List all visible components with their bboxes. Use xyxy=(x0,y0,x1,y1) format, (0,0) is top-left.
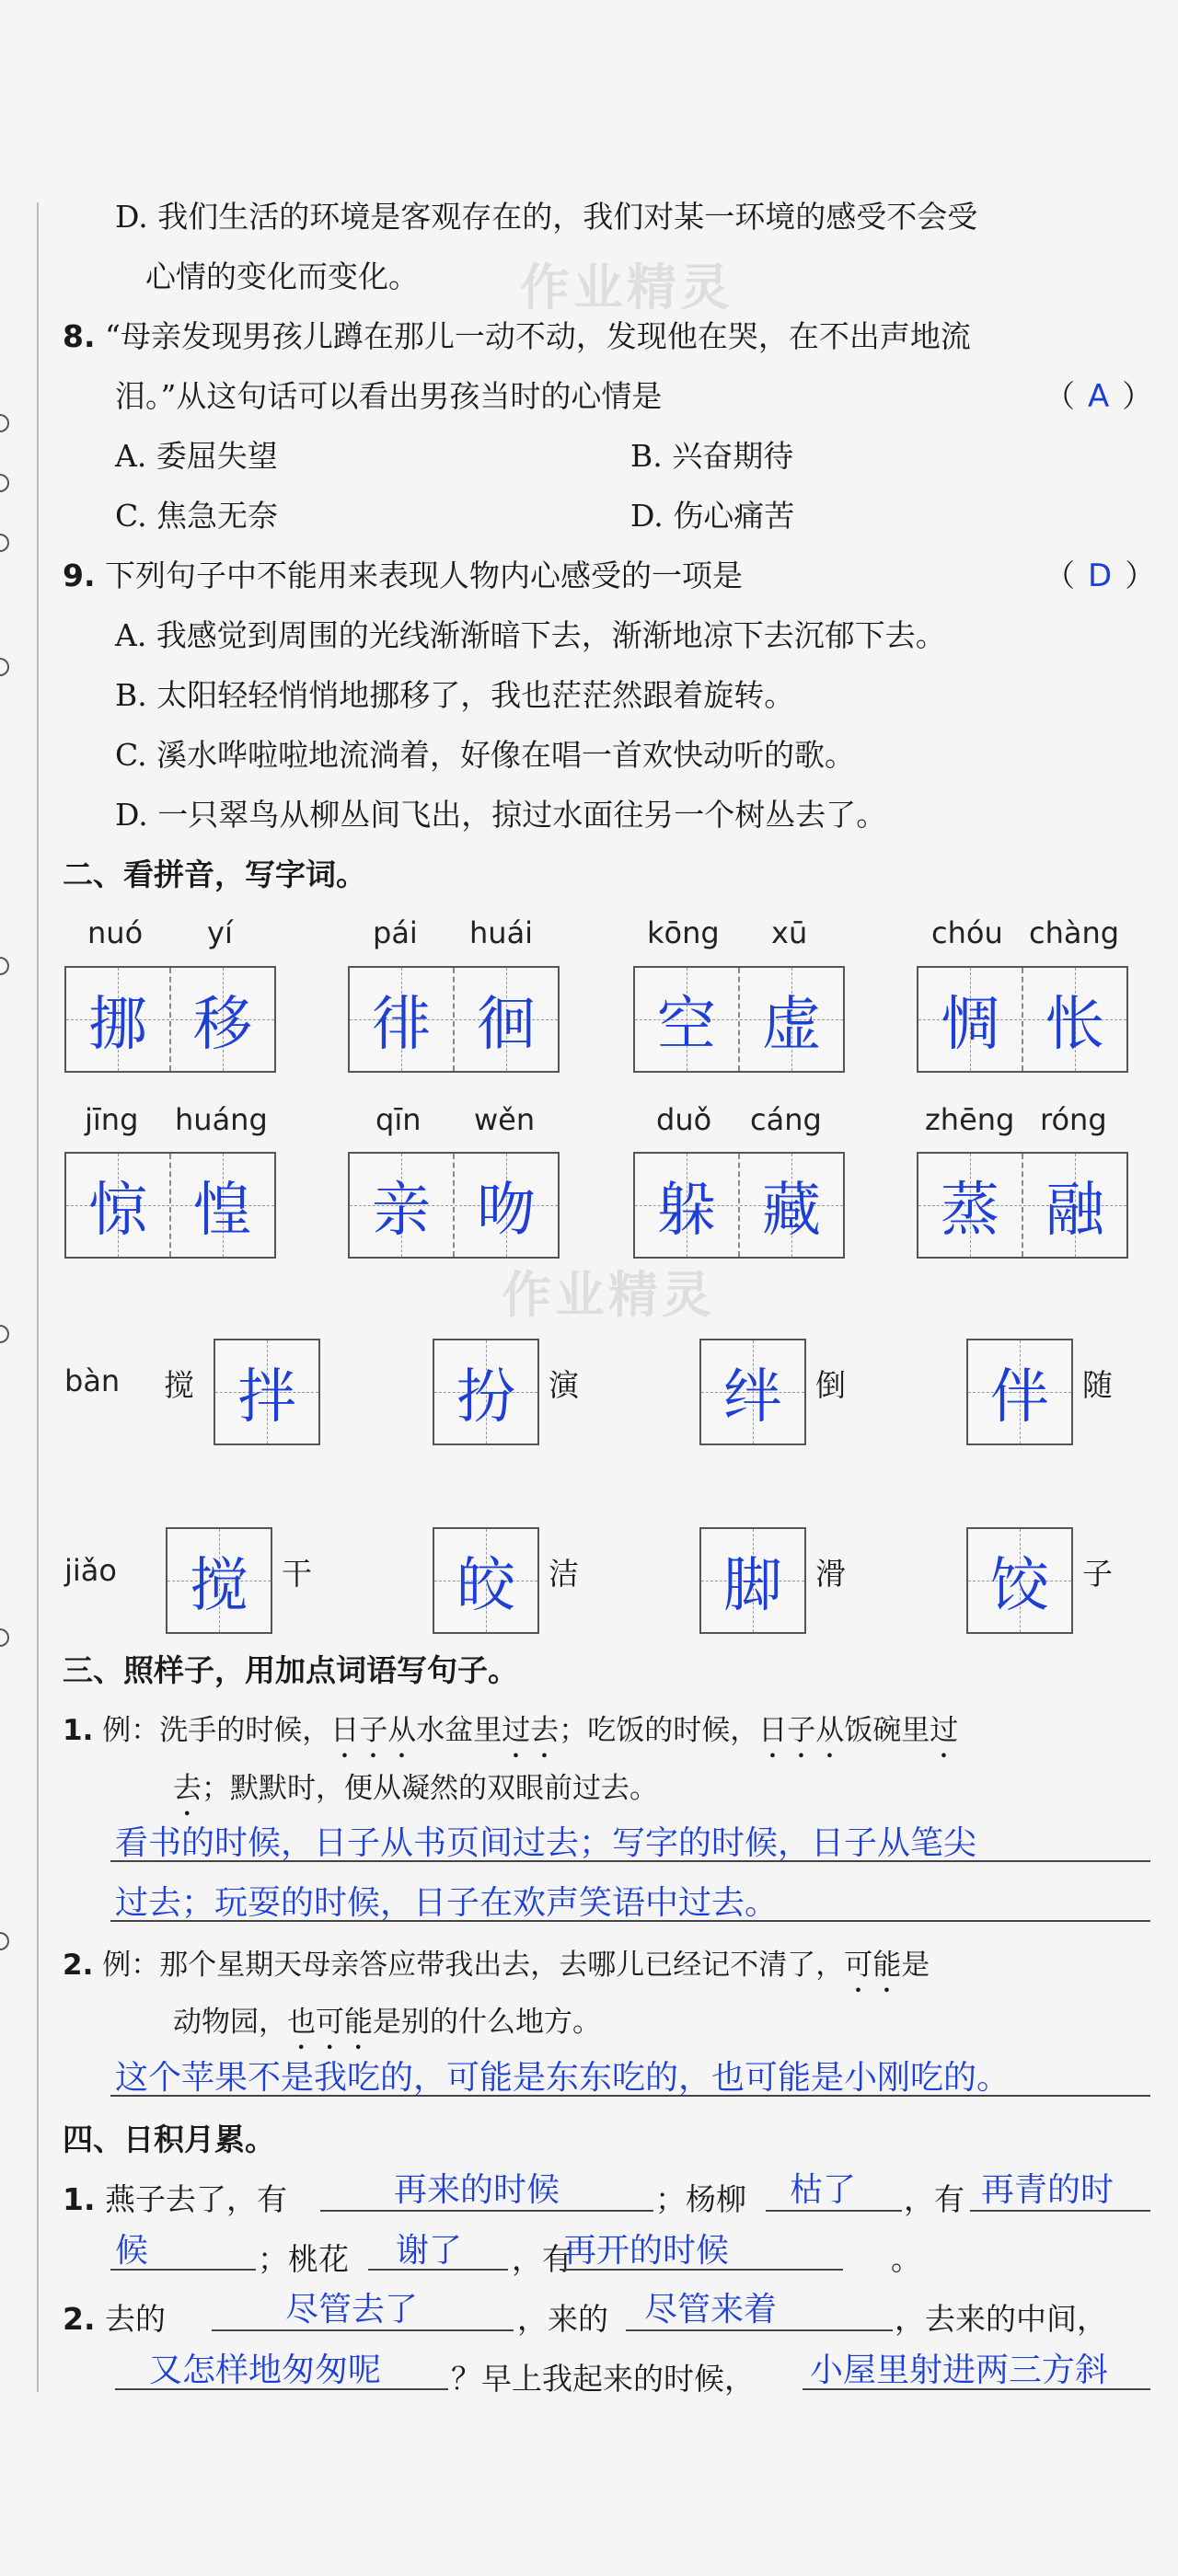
section-2-title: 二、看拼音，写字词。 xyxy=(63,857,366,892)
q9-option-a: A. 我感觉到周围的光线渐渐暗下去，渐渐地凉下去沉郁下去。 xyxy=(115,617,946,653)
answer-char: 扮 xyxy=(456,1363,515,1432)
q8-answer-paren: （ A ） xyxy=(1045,378,1153,415)
char-grid xyxy=(348,1152,560,1259)
sec4-q1-answer-3-cont: 候 xyxy=(115,2232,149,2270)
answer-char: 空 xyxy=(657,991,716,1059)
answer-underline xyxy=(803,2388,1150,2390)
q9-option-b: B. 太阳轻轻悄悄地挪移了，我也茫茫然跟着旋转。 xyxy=(115,677,795,713)
sec4-q1-text: ；桃花 xyxy=(258,2241,349,2277)
char-grid xyxy=(64,966,276,1073)
pinyin: yí xyxy=(207,915,233,950)
binding-mark xyxy=(0,957,9,975)
answer-underline xyxy=(970,2210,1150,2212)
char-box xyxy=(966,1339,1073,1445)
sec4-q2-answer-2: 尽管来着 xyxy=(644,2291,778,2329)
q8-stem-line2: 泪。”从这句话可以看出男孩当时的心情是 xyxy=(115,378,663,414)
q8-option-a: A. 委屈失望 xyxy=(115,438,278,474)
sec3-q2-example-line2: 动物园，也可能是别的什么地方。 xyxy=(173,2006,601,2039)
char-box xyxy=(699,1527,806,1634)
binding-mark xyxy=(0,474,9,492)
binding-mark xyxy=(0,534,9,552)
watermark: 作业精灵 xyxy=(502,1266,715,1324)
q9-option-d: D. 一只翠鸟从柳丛间飞出，掠过水面往另一个树丛去了。 xyxy=(115,797,887,833)
word-char: 演 xyxy=(549,1367,579,1403)
q8-stem-line1: 8. “母亲发现男孩儿蹲在那儿一动不动，发现他在哭，在不出声地流 xyxy=(63,318,971,354)
sec3-q1-example-line1: 1. 例：洗手的时候，日子从水盆里过去；吃饭的时候，日子从饭碗里过 xyxy=(63,1714,959,1747)
binding-mark xyxy=(0,1325,9,1343)
char-grid xyxy=(633,966,845,1073)
pinyin: duǒ xyxy=(656,1102,712,1137)
pinyin: huái xyxy=(469,915,534,950)
sec4-q2-line1: 2. 去的 xyxy=(63,2301,166,2337)
answer-underline xyxy=(320,2210,653,2212)
sec3-q1-answer-line1: 看书的时候，日子从书页间过去；写字的时候，日子从笔尖 xyxy=(115,1824,977,1862)
answer-char: 拌 xyxy=(237,1363,296,1432)
answer-char: 皎 xyxy=(456,1552,515,1620)
char-box xyxy=(433,1527,539,1634)
answer-char: 移 xyxy=(193,991,252,1059)
char-grid xyxy=(348,966,560,1073)
pinyin: qīn xyxy=(375,1102,422,1137)
word-char: 子 xyxy=(1082,1556,1113,1592)
answer-char: 徊 xyxy=(477,991,536,1059)
section-3-title: 三、照样子，用加点词语写句子。 xyxy=(63,1652,518,1688)
sec3-q1-answer-line2: 过去；玩耍的时候，日子在欢声笑语中过去。 xyxy=(115,1884,779,1922)
char-grid xyxy=(64,1152,276,1259)
binding-mark xyxy=(0,1932,9,1950)
answer-underline xyxy=(766,2210,902,2212)
q8-option-b: B. 兴奋期待 xyxy=(630,438,794,474)
sec4-q1-line1: 1. 燕子去了，有 xyxy=(63,2181,287,2217)
char-box xyxy=(966,1527,1073,1634)
char-box xyxy=(433,1339,539,1445)
char-grid xyxy=(917,1152,1128,1259)
pinyin: nuó xyxy=(87,915,144,950)
q9-stem: 9. 下列句子中不能用来表现人物内心感受的一项是 xyxy=(63,558,743,593)
q7-option-d-line2: 心情的变化而变化。 xyxy=(145,259,419,294)
answer-char: 脚 xyxy=(723,1552,782,1620)
sec4-q2-text: ？早上我起来的时候， xyxy=(451,2361,755,2397)
binding-mark xyxy=(0,1628,9,1647)
answer-char: 饺 xyxy=(990,1552,1049,1620)
answer-underline xyxy=(115,2388,448,2390)
word-char: 倒 xyxy=(815,1367,846,1403)
answer-underline xyxy=(110,2269,256,2271)
answer-char: 蒸 xyxy=(941,1177,999,1245)
char-box xyxy=(699,1339,806,1445)
sec4-q2-text: ，来的 xyxy=(517,2301,608,2337)
answer-underline xyxy=(626,2329,893,2331)
answer-underline xyxy=(560,2269,843,2271)
answer-char: 搅 xyxy=(190,1552,248,1620)
sec4-q2-answer-3: 又怎样地匆匆呢 xyxy=(149,2352,382,2389)
q7-option-d-line1: D. 我们生活的环境是客观存在的，我们对某一环境的感受不会受 xyxy=(115,199,978,235)
answer-char: 吻 xyxy=(477,1177,536,1245)
sec4-q2-answer-4: 小屋里射进两三方斜 xyxy=(810,2352,1109,2389)
q8-option-d: D. 伤心痛苦 xyxy=(630,498,795,534)
sec4-q1-answer-5: 再开的时候 xyxy=(563,2232,730,2270)
pinyin: huáng xyxy=(175,1102,268,1137)
word-char: 洁 xyxy=(549,1556,579,1592)
q9-option-c: C. 溪水哗啦啦地流淌着，好像在唱一首欢快动听的歌。 xyxy=(115,737,856,773)
pinyin: chàng xyxy=(1029,915,1120,950)
answer-char: 怅 xyxy=(1045,991,1104,1059)
sec4-q2-answer-1: 尽管去了 xyxy=(285,2291,419,2329)
sec4-q1-answer-2: 枯了 xyxy=(790,2171,857,2209)
char-box xyxy=(214,1339,320,1445)
answer-char: 亲 xyxy=(372,1177,431,1245)
answer-char: 躲 xyxy=(657,1177,716,1245)
answer-char: 藏 xyxy=(762,1177,821,1245)
sec4-q1-text: 。 xyxy=(891,2241,921,2277)
pinyin: jīng xyxy=(85,1102,139,1137)
answer-underline xyxy=(110,1920,1150,1922)
char-grid xyxy=(917,966,1128,1073)
q9-answer: D xyxy=(1088,558,1113,594)
pinyin: cáng xyxy=(750,1102,822,1137)
sec3-q2-answer: 这个苹果不是我吃的，可能是东东吃的，也可能是小刚吃的。 xyxy=(115,2059,1011,2097)
binding-margin-line xyxy=(37,202,39,2392)
sec4-q1-text: ；杨柳 xyxy=(655,2181,746,2217)
sec4-q1-text: ，有 xyxy=(512,2241,572,2277)
answer-underline xyxy=(110,2095,1150,2097)
q8-answer: A xyxy=(1088,378,1110,415)
answer-underline xyxy=(368,2269,508,2271)
binding-mark xyxy=(0,658,9,676)
sec4-q1-answer-4: 谢了 xyxy=(396,2232,463,2270)
sec4-q1-answer-3: 再青的时 xyxy=(981,2171,1114,2209)
sec3-q2-example-line1: 2. 例：那个星期天母亲答应带我出去，去哪儿已经记不清了，可能是 xyxy=(63,1949,930,1982)
word-char: 滑 xyxy=(815,1556,846,1592)
pinyin-jiao: jiǎo xyxy=(64,1553,117,1588)
section-4-title: 四、日积月累。 xyxy=(63,2122,275,2157)
binding-mark xyxy=(0,414,9,432)
answer-char: 伴 xyxy=(990,1363,1049,1432)
pinyin-ban: bàn xyxy=(64,1363,121,1398)
answer-char: 绊 xyxy=(723,1363,782,1432)
char-grid xyxy=(633,1152,845,1259)
sec4-q1-answer-1: 再来的时候 xyxy=(394,2171,560,2209)
answer-char: 融 xyxy=(1045,1177,1104,1245)
pinyin: pái xyxy=(373,915,418,950)
pinyin: zhēng xyxy=(925,1102,1015,1137)
answer-char: 惆 xyxy=(941,991,999,1059)
sec3-q1-example-line2: 去；默默时，便从凝然的双眼前过去。 xyxy=(173,1772,658,1805)
pinyin: xū xyxy=(771,915,808,950)
answer-char: 惊 xyxy=(88,1177,147,1245)
char-box xyxy=(166,1527,272,1634)
pinyin: wěn xyxy=(474,1102,536,1137)
answer-char: 挪 xyxy=(88,991,147,1059)
word-char: 干 xyxy=(282,1556,312,1592)
answer-underline xyxy=(110,1860,1150,1862)
answer-char: 惶 xyxy=(193,1177,252,1245)
pinyin: kōng xyxy=(647,915,720,950)
pinyin: róng xyxy=(1040,1102,1107,1137)
sec4-q1-text: ，有 xyxy=(904,2181,964,2217)
word-char: 搅 xyxy=(164,1367,194,1403)
word-char: 随 xyxy=(1082,1367,1113,1403)
answer-char: 虚 xyxy=(762,991,821,1059)
answer-char: 徘 xyxy=(372,991,431,1059)
pinyin: chóu xyxy=(931,915,1003,950)
q9-answer-paren: （ D ） xyxy=(1045,558,1156,594)
sec4-q2-text: ，去来的中间， xyxy=(895,2301,1107,2337)
answer-underline xyxy=(212,2329,514,2331)
watermark: 作业精灵 xyxy=(520,259,733,316)
q8-option-c: C. 焦急无奈 xyxy=(115,498,279,534)
